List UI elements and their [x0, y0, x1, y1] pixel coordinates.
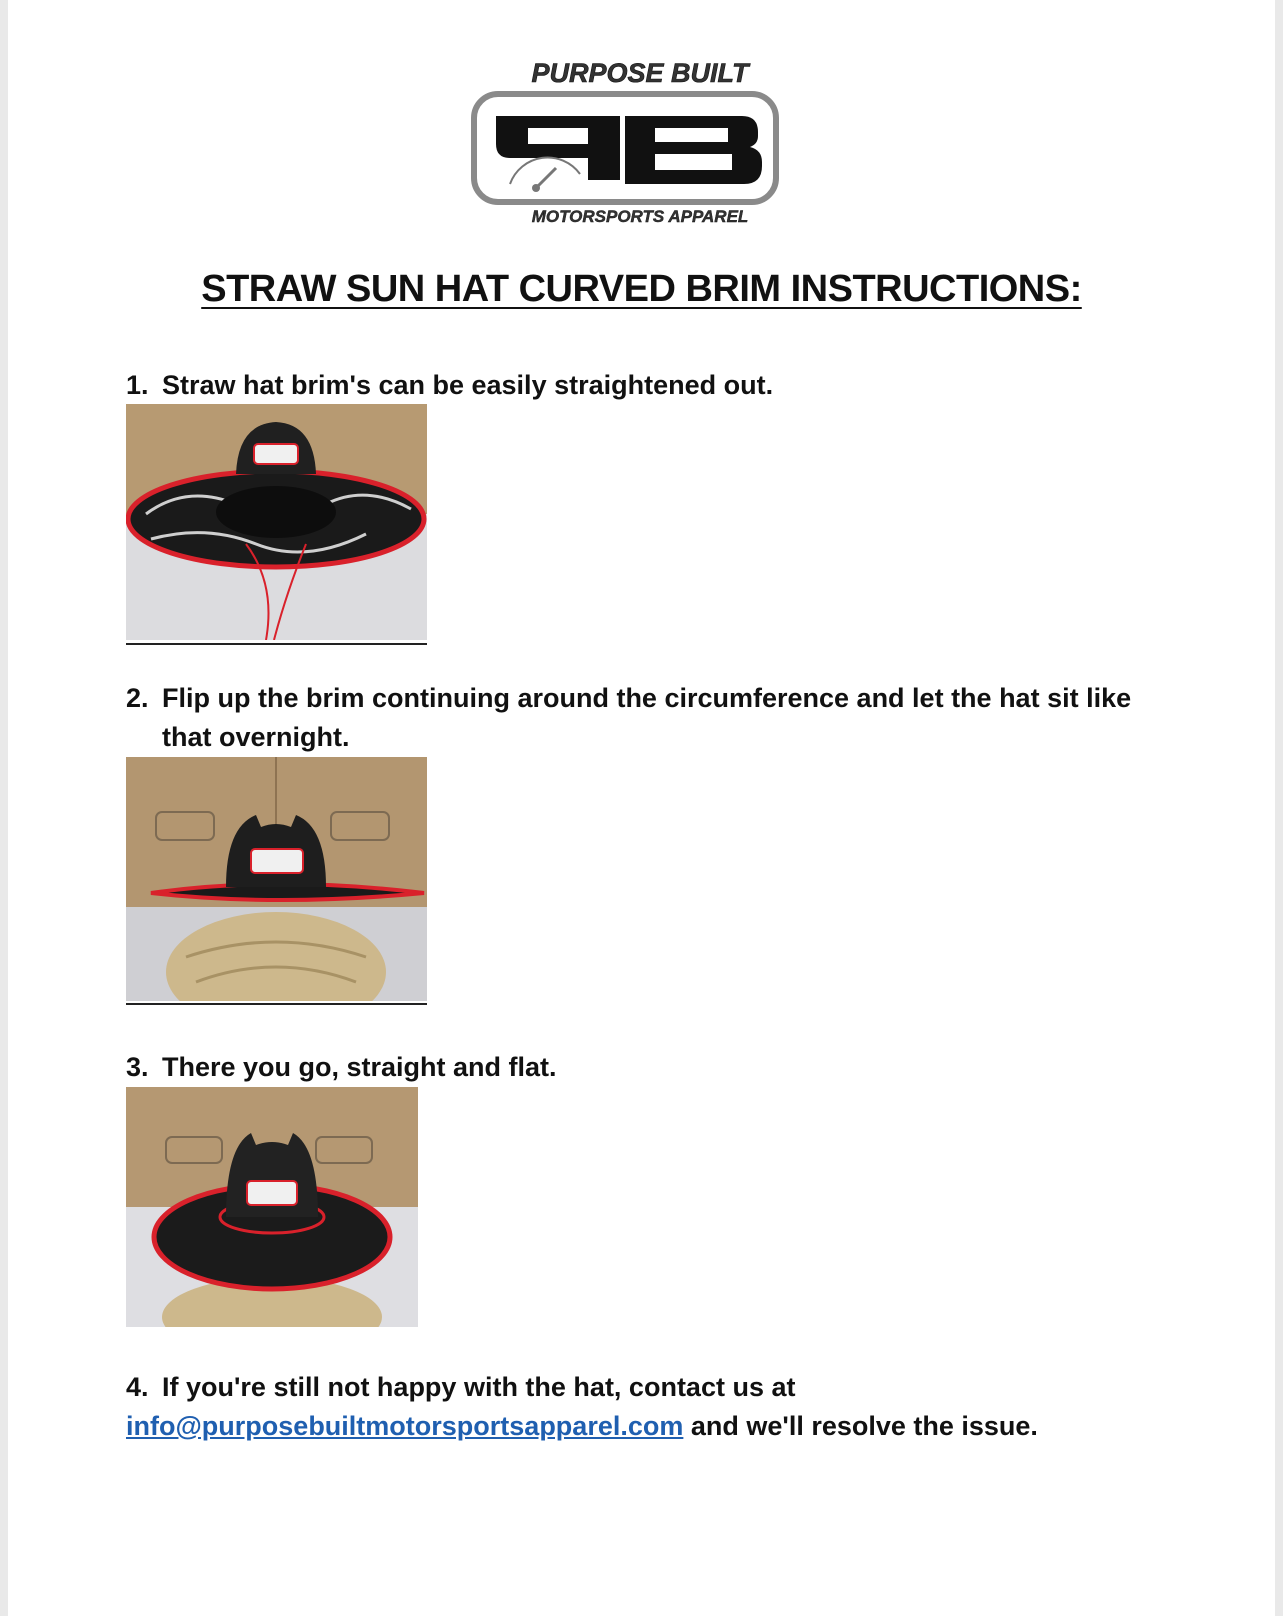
step-2-line1: Flip up the brim continuing around the circumference and let the hat sit like — [162, 683, 1132, 713]
step-2-photo — [126, 757, 427, 1001]
brand-logo — [470, 56, 810, 236]
step-1 — [126, 366, 773, 405]
page-title-text: STRAW SUN HAT CURVED BRIM INSTRUCTIONS: — [201, 268, 1082, 310]
step-4 — [126, 1368, 1038, 1446]
step-3-photo — [126, 1087, 418, 1327]
step-1-photo — [126, 404, 427, 640]
step-1-text: Straw hat brim's can be easily straightened out. — [162, 370, 774, 400]
step-4-number: 4. — [126, 1372, 149, 1402]
step-4-line1: If you're still not happy with the hat, contact us at — [162, 1372, 796, 1402]
step-3 — [126, 1048, 557, 1087]
divider-1 — [126, 643, 427, 645]
step-2 — [126, 679, 1131, 757]
step-3-number: 3. — [126, 1052, 149, 1082]
document-page — [8, 0, 1275, 1616]
step-4-line2-suffix: and we'll resolve the issue. — [683, 1411, 1038, 1441]
divider-2 — [126, 1003, 427, 1005]
step-3-text: There you go, straight and flat. — [162, 1052, 557, 1082]
page-title — [8, 268, 1275, 311]
logo-bottom-text: MOTORSPORTS APPAREL — [531, 207, 749, 226]
step-2-line2: that overnight. — [162, 722, 350, 752]
step-2-number: 2. — [126, 683, 149, 713]
step-1-number: 1. — [126, 370, 149, 400]
logo-top-text: PURPOSE BUILT — [531, 58, 749, 88]
contact-email-link[interactable]: info@purposebuiltmotorsportsapparel.com — [126, 1411, 684, 1441]
